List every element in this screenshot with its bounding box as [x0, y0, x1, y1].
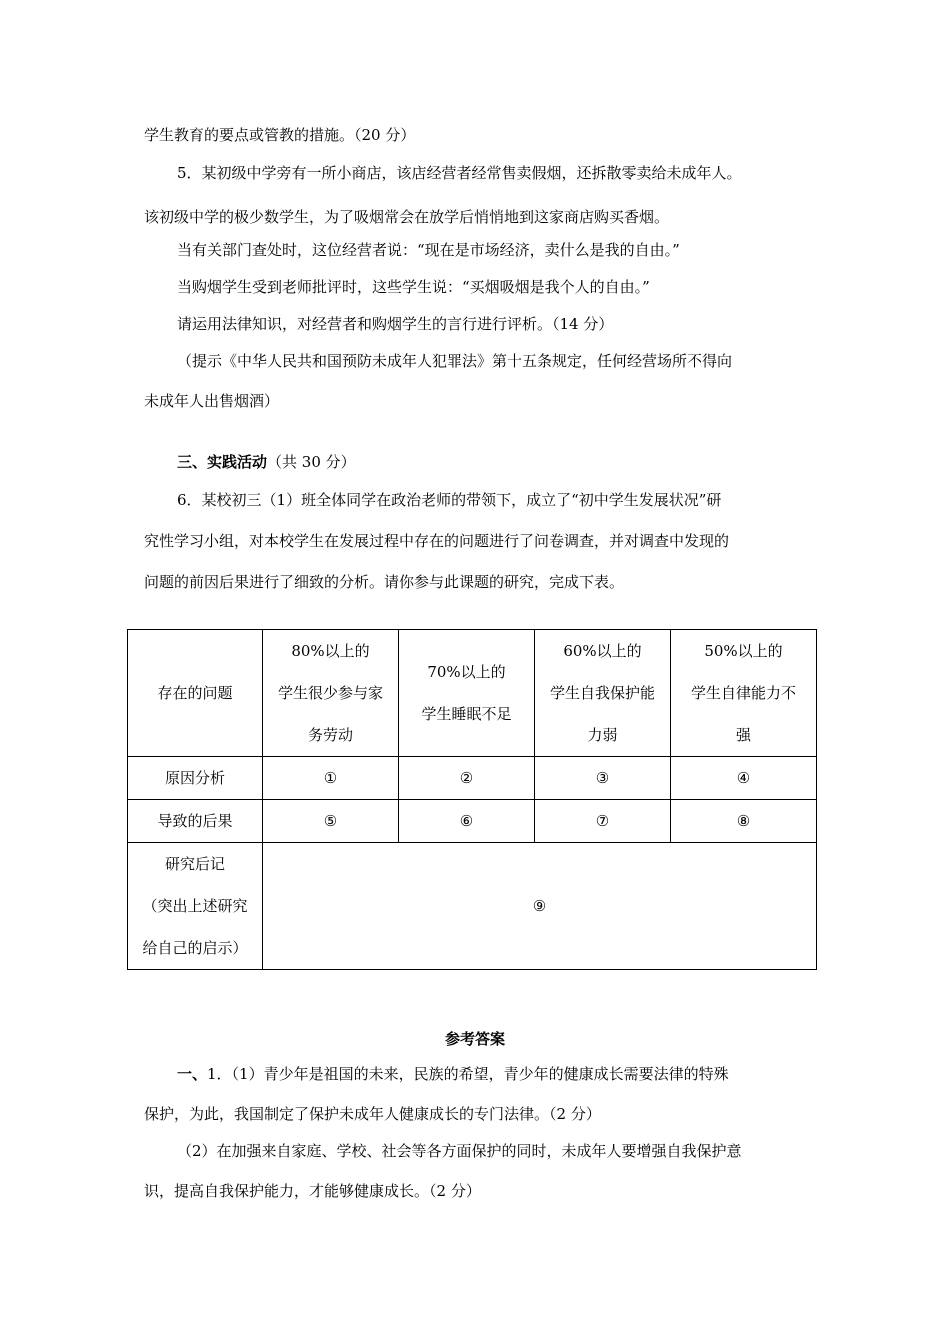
table-cell: ① [263, 757, 399, 800]
text-line: 该初级中学的极少数学生，为了吸烟常会在放学后悄悄地到这家商店购买香烟。 [144, 208, 670, 226]
text-line: 当购烟学生受到老师批评时，这些学生说：“买烟吸烟是我个人的自由。” [177, 278, 650, 296]
cell-line: 学生自律能力不 [690, 684, 796, 702]
text-line: 学生教育的要点或管教的措施。（20 分） [144, 126, 416, 144]
question-6: 6．某校初三（1）班全体同学在政治老师的带领下，成立了“初中学生发展状况”研 [177, 491, 722, 509]
header-cell [535, 630, 671, 757]
answer-line: （2）在加强来自家庭、学校、社会等各方面保护的同时，未成年人要增强自我保护意 [177, 1142, 742, 1160]
cell-line: 50%以上的 [704, 642, 783, 660]
cell-line: 研究后记 [164, 855, 225, 873]
table-cell: ⑦ [535, 800, 671, 843]
table-cell: ⑨ [263, 843, 817, 970]
cell-line: 力弱 [587, 726, 618, 744]
cell-line: 60%以上的 [563, 642, 642, 660]
cell-line: 务劳动 [307, 726, 353, 744]
cell-line: 学生睡眠不足 [421, 705, 512, 723]
answer-line [177, 1064, 729, 1084]
header-cell [263, 630, 399, 757]
cell-line: 学生很少参与家 [277, 684, 383, 702]
table-cell: ⑥ [399, 800, 535, 843]
hint-line: （提示《中华人民共和国预防未成年人犯罪法》第十五条规定，任何经营场所不得向 [177, 352, 733, 370]
table-cell: ③ [535, 757, 671, 800]
row-label: 原因分析 [128, 757, 263, 800]
cell-line: 学生自我保护能 [549, 684, 655, 702]
table-row [128, 800, 817, 843]
question-5: 5．某初级中学旁有一所小商店，该店经营者经常售卖假烟，还拆散零卖给未成年人。 [177, 164, 742, 182]
cell-line: （突出上述研究 [142, 897, 248, 915]
answer-line: 识，提高自我保护能力，才能够健康成长。（2 分） [144, 1182, 481, 1200]
header-cell [399, 630, 535, 757]
header-cell [671, 630, 817, 757]
research-table [127, 629, 817, 970]
answer-section-prefix: 一、 [177, 1065, 208, 1083]
table-row [128, 757, 817, 800]
table-row [128, 630, 817, 757]
section-score: （共 30 分） [267, 453, 356, 471]
row-label: 导致的后果 [128, 800, 263, 843]
table-cell: ⑤ [263, 800, 399, 843]
hint-line: 未成年人出售烟酒） [144, 392, 280, 410]
section-title: 三、实践活动 [177, 453, 268, 471]
table-row [128, 843, 817, 970]
answer-line: 保护，为此，我国制定了保护未成年人健康成长的专门法律。（2 分） [144, 1105, 601, 1123]
text-line: 问题的前因后果进行了细致的分析。请你参与此课题的研究，完成下表。 [144, 573, 625, 591]
cell-line: 80%以上的 [291, 642, 370, 660]
table-cell: ② [399, 757, 535, 800]
text-line: 请运用法律知识，对经营者和购烟学生的言行进行评析。（14 分） [177, 315, 614, 333]
text-line: 当有关部门查处时，这位经营者说：“现在是市场经济，卖什么是我的自由。” [177, 241, 680, 259]
row-label [128, 843, 263, 970]
text-line: 究性学习小组，对本校学生在发展过程中存在的问题进行了问卷调查，并对调查中发现的 [144, 532, 730, 550]
section-heading [177, 452, 356, 472]
answer-text: 1．（1）青少年是祖国的未来，民族的希望，青少年的健康成长需要法律的特殊 [207, 1065, 729, 1083]
table-cell: ⑧ [671, 800, 817, 843]
header-label: 存在的问题 [128, 630, 263, 757]
cell-line: 强 [735, 726, 751, 744]
answer-title: 参考答案 [444, 1030, 505, 1048]
cell-line: 70%以上的 [427, 663, 506, 681]
table-cell: ④ [671, 757, 817, 800]
cell-line: 给自己的启示） [142, 939, 248, 957]
